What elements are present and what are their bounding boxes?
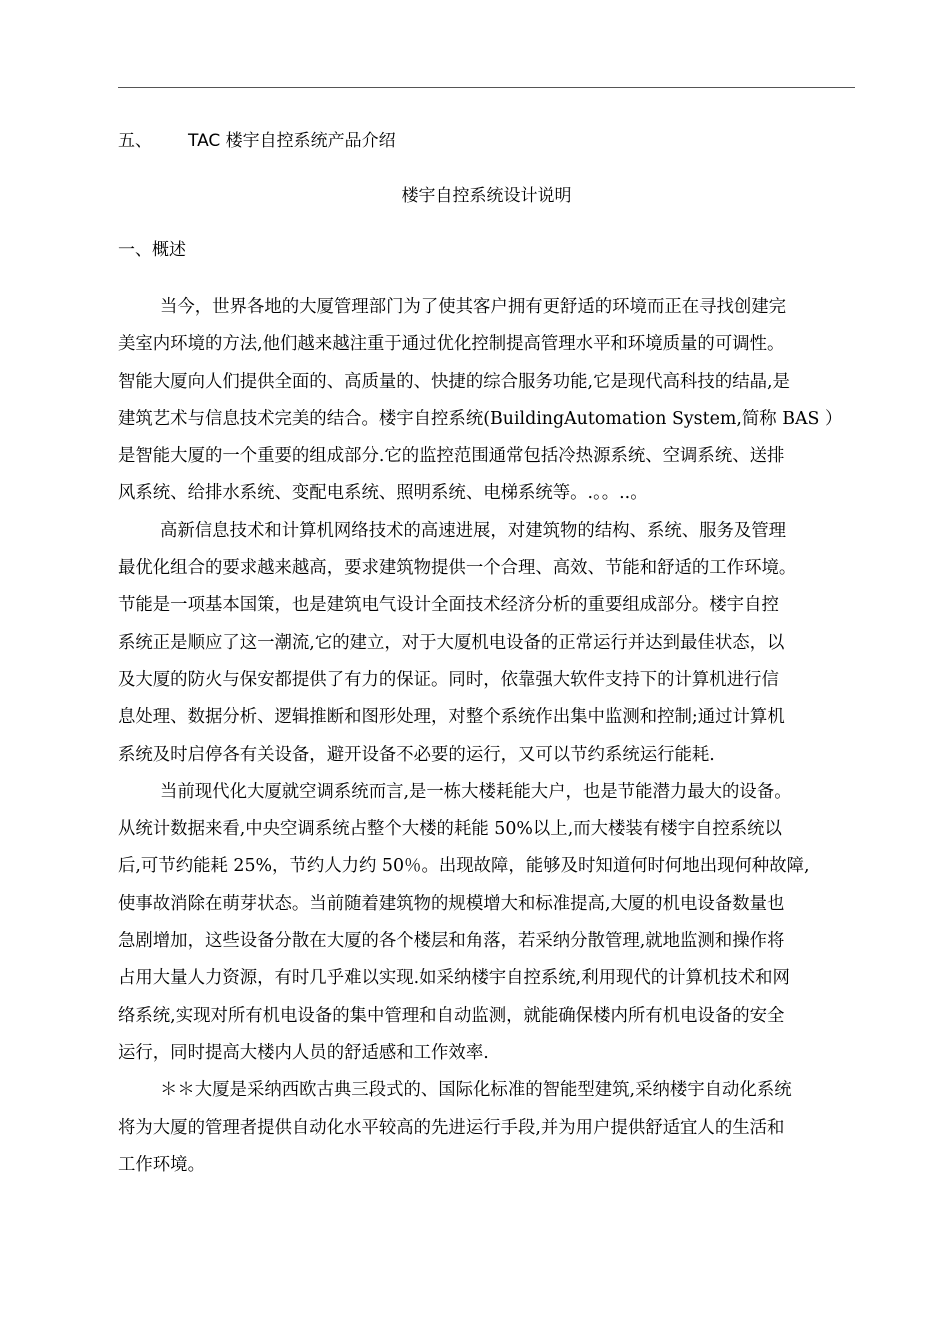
body-text [118, 289, 858, 1184]
text-line: 最优化组合的要求越来越高，要求建筑物提供一个合理、高效、节能和舒适的工作环境。 [118, 558, 797, 579]
text-line: 风系统、给排水系统、变配电系统、照明系统、电梯系统等。.。。..。 [118, 483, 648, 504]
text-line: 从统计数据来看,中央空调系统占整个大楼的耗能 50%以上,而大楼装有楼宇自控系统以 [118, 819, 782, 840]
document-title: 楼宇自控系统设计说明 [401, 186, 572, 206]
header-rule [118, 87, 855, 88]
text-line: 高新信息技术和计算机网络技术的高速进展，对建筑物的结构、系统、服务及管理 [160, 520, 787, 541]
section-number: 五、 [118, 131, 152, 151]
text-line: 建筑艺术与信息技术完美的结合。楼宇自控系统(BuildingAutomation System,简称 BAS ） [118, 408, 843, 429]
text-line: 节能是一项基本国策，也是建筑电气设计全面技术经济分析的重要组成部分。楼宇自控 [118, 595, 779, 616]
text-line: 是智能大厦的一个重要的组成部分.它的监控范围通常包括冷热源系统、空调系统、送排 [118, 446, 785, 467]
subsection-heading: 一、概述 [118, 240, 186, 260]
text-line: 息处理、数据分析、逻辑推断和图形处理，对整个系统作出集中监测和控制;通过计算机 [118, 707, 785, 728]
paragraph-building [118, 1072, 858, 1184]
text-line: 占用大量人力资源，有时几乎难以实现.如采纳楼宇自控系统,利用现代的计算机技术和网 [118, 968, 790, 989]
section-heading [118, 128, 396, 154]
text-line: 将为大厦的管理者提供自动化水平较高的先进运行手段,并为用户提供舒适宜人的生活和 [118, 1117, 785, 1138]
section-title: TAC 楼宇自控系统产品介绍 [188, 131, 396, 151]
text-line: 使事故消除在萌芽状态。当前随着建筑物的规模增大和标准提高,大厦的机电设备数量也 [118, 893, 785, 914]
text-line: 当前现代化大厦就空调系统而言,是一栋大楼耗能大户，也是节能潜力最大的设备。 [160, 781, 792, 802]
text-line: 及大厦的防火与保安都提供了有力的保证。同时，依靠强大软件支持下的计算机进行信 [118, 669, 779, 690]
text-line: 后,可节约能耗 25%，节约人力约 50％。出现故障，能够及时知道何时何地出现何种故障, [118, 856, 810, 877]
text-line: 系统及时启停各有关设备，避开设备不必要的运行，又可以节约系统运行能耗. [118, 744, 715, 765]
text-line: 智能大厦向人们提供全面的、高质量的、快捷的综合服务功能,它是现代高科技的结晶,是 [118, 371, 790, 392]
text-line: 美室内环境的方法,他们越来越注重于通过优化控制提高管理水平和环境质量的可调性。 [118, 334, 785, 355]
text-line: 运行，同时提高大楼内人员的舒适感和工作效率. [118, 1042, 489, 1063]
paragraph-overview [118, 289, 858, 513]
paragraph-energy [118, 774, 858, 1072]
text-line: 工作环境。 [118, 1154, 205, 1175]
text-line: 系统正是顺应了这一潮流,它的建立，对于大厦机电设备的正常运行并达到最佳状态，以 [118, 632, 785, 653]
text-line: 急剧增加，这些设备分散在大厦的各个楼层和角落，若采纳分散管理,就地监测和操作将 [118, 931, 785, 952]
text-line: 当今，世界各地的大厦管理部门为了使其客户拥有更舒适的环境而正在寻找创建完 [160, 297, 787, 317]
text-line: ＊＊大厦是采纳西欧古典三段式的、国际化标准的智能型建筑,采纳楼宇自动化系统 [160, 1080, 792, 1101]
text-line: 络系统,实现对所有机电设备的集中管理和自动监测，就能确保楼内所有机电设备的安全 [118, 1005, 785, 1026]
paragraph-technology [118, 513, 858, 774]
